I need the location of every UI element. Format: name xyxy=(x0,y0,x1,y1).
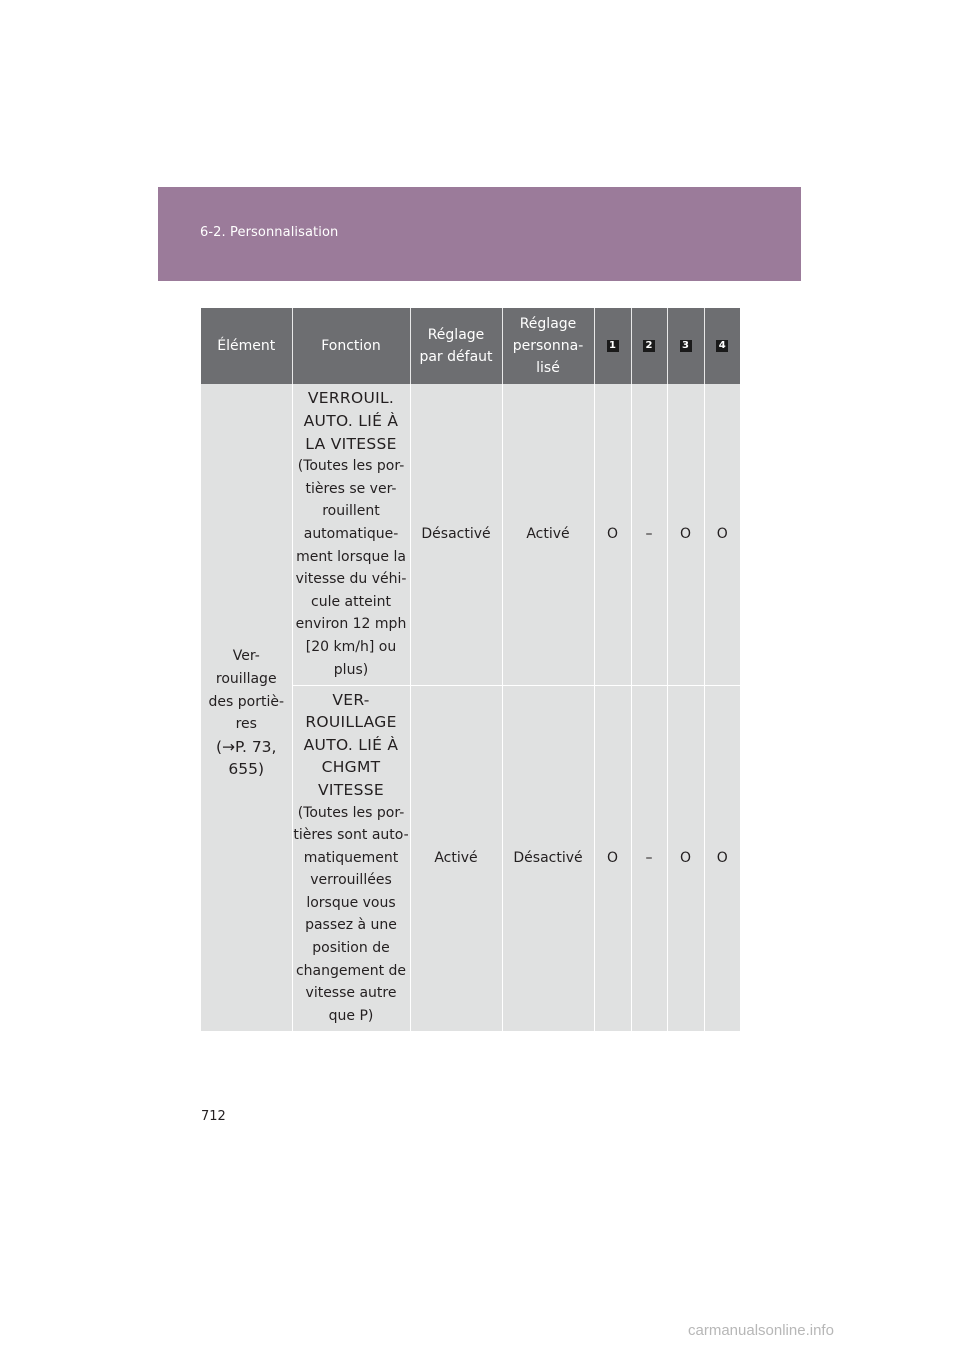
column-header-model-3 xyxy=(667,308,704,384)
page-number: 712 xyxy=(201,1109,226,1124)
section-header-band xyxy=(158,187,801,281)
column-header-custom: Réglage personna- lisé xyxy=(502,308,594,384)
model-1-mark: O xyxy=(594,384,631,685)
function-description: (Toutes les por- tières se ver- rouillent automatique- ment lorsque la vitesse du véhi- cule atteint environ 12 mph [20 km/h] ou plus) xyxy=(295,458,407,678)
default-setting-cell: Désactivé xyxy=(410,384,502,685)
column-header-model-2 xyxy=(631,308,667,384)
model-4-mark: O xyxy=(704,685,740,1031)
model-2-mark: – xyxy=(631,384,667,685)
section-title: 6-2. Personnalisation xyxy=(200,225,339,240)
column-header-function: Fonction xyxy=(292,308,410,384)
column-header-model-1 xyxy=(594,308,631,384)
model-3-mark: O xyxy=(667,384,704,685)
model-2-mark: – xyxy=(631,685,667,1031)
model-3-mark: O xyxy=(667,685,704,1031)
function-title: VERROUIL. AUTO. LIÉ À LA VITESSE xyxy=(303,389,399,453)
watermark: carmanualsonline.info xyxy=(688,1322,834,1339)
column-header-element: Élément xyxy=(201,308,292,384)
default-setting-cell: Activé xyxy=(410,685,502,1031)
column-header-model-4 xyxy=(704,308,740,384)
function-description: (Toutes les por- tières sont auto- matiquement verrouillées lorsque vous passez à une position de changement de vitesse autre que P) xyxy=(293,804,409,1024)
model-1-badge: 1 xyxy=(607,340,619,352)
column-header-default: Réglage par défaut xyxy=(410,308,502,384)
model-4-mark: O xyxy=(704,384,740,685)
model-3-badge: 3 xyxy=(680,340,692,352)
model-1-mark: O xyxy=(594,685,631,1031)
table-row xyxy=(201,384,740,685)
page-reference: (→P. 73, xyxy=(216,737,277,756)
table-header-row xyxy=(201,308,740,384)
model-4-badge: 4 xyxy=(716,340,728,352)
function-title: VER- ROUILLAGE AUTO. LIÉ À CHGMT VITESSE xyxy=(303,690,399,799)
model-2-badge: 2 xyxy=(643,340,655,352)
customization-table xyxy=(201,308,740,1032)
custom-setting-cell: Activé xyxy=(502,384,594,685)
function-cell xyxy=(292,685,410,1031)
custom-setting-cell: Désactivé xyxy=(502,685,594,1031)
function-cell xyxy=(292,384,410,685)
element-cell: Ver- rouillage des portiè- res (→P. 73, 655) xyxy=(201,384,292,1031)
